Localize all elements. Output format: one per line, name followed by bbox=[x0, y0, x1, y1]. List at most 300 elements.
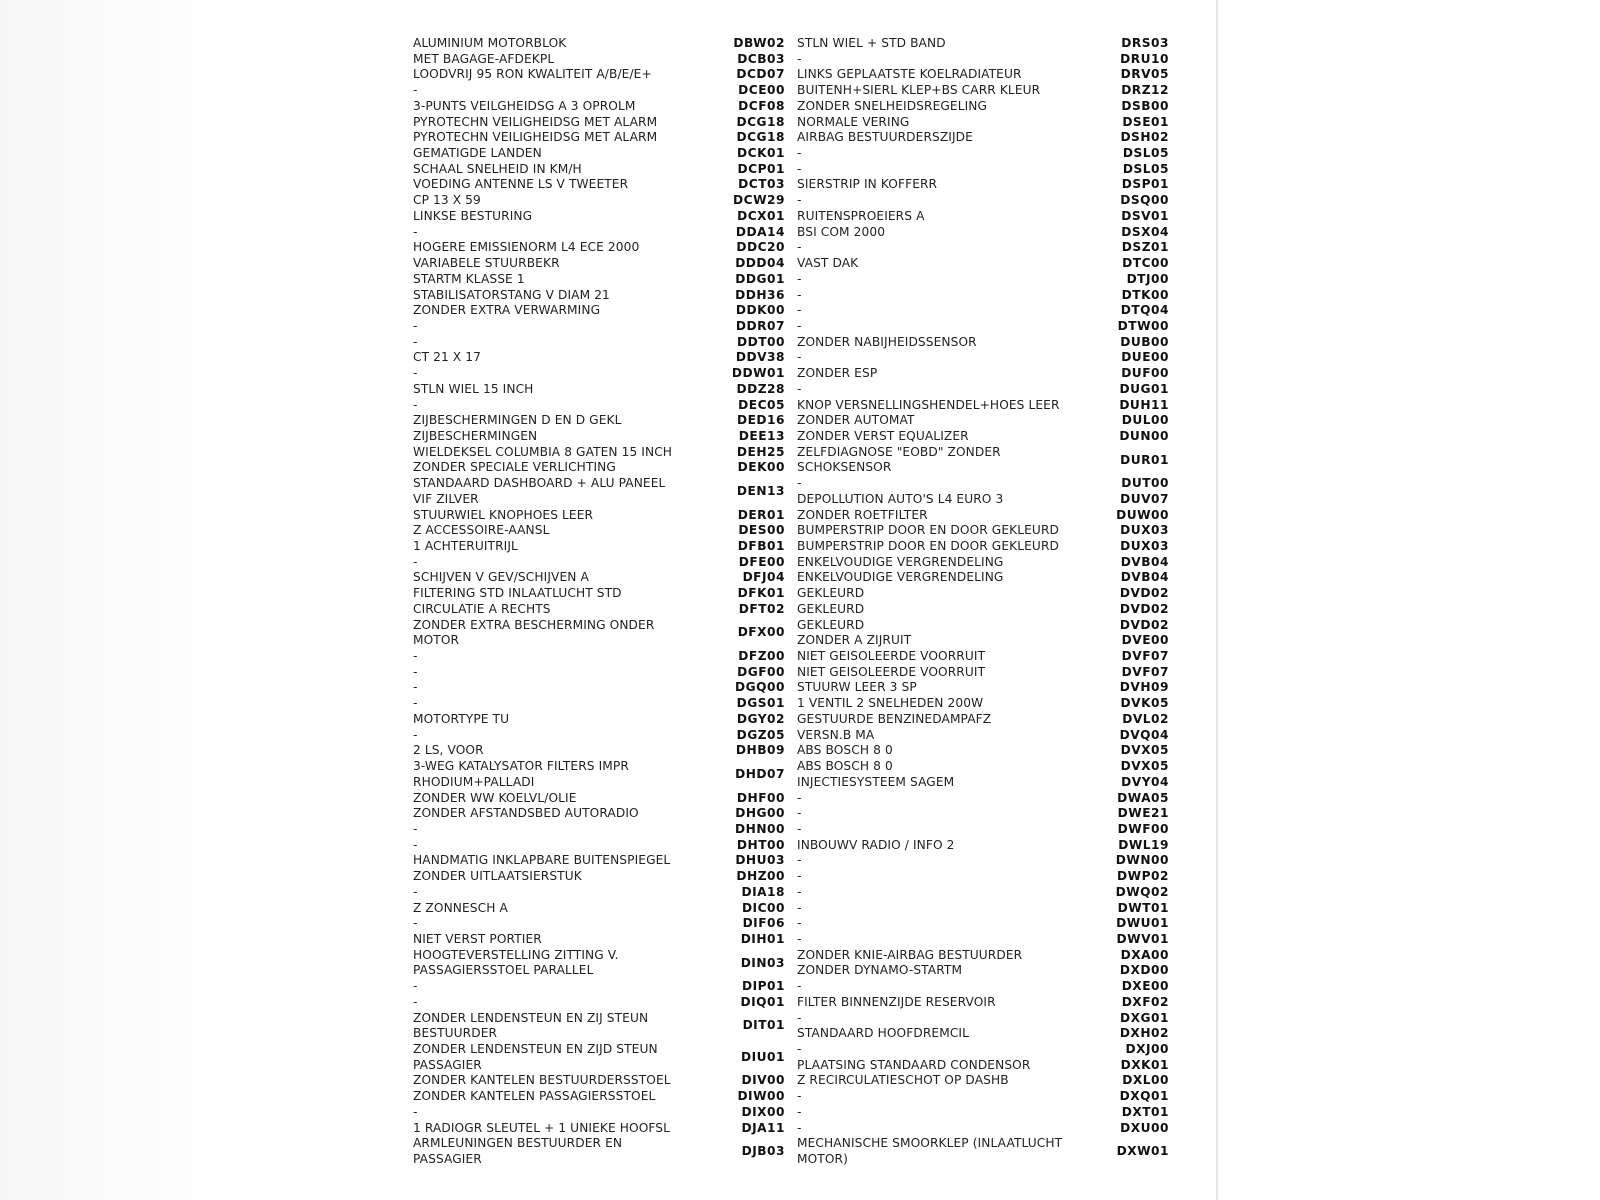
option-row bbox=[797, 303, 1169, 319]
option-row bbox=[413, 712, 785, 728]
option-row bbox=[797, 492, 1169, 508]
option-description: - bbox=[413, 916, 418, 931]
option-description bbox=[413, 948, 715, 979]
option-description: - bbox=[797, 51, 802, 66]
option-row bbox=[797, 1136, 1169, 1167]
option-description: ZONDER KANTELEN PASSAGIERSSTOEL bbox=[413, 1089, 656, 1104]
option-description: RUITENSPROEIERS A bbox=[797, 208, 925, 223]
option-code: DVE00 bbox=[1121, 633, 1169, 648]
option-code: DTK00 bbox=[1121, 287, 1169, 302]
option-code: DWL19 bbox=[1118, 837, 1169, 852]
option-code: DWU01 bbox=[1116, 916, 1169, 931]
option-description: STANDAARD HOOFDREMCIL bbox=[797, 1026, 970, 1041]
option-description-line: PASSAGIER bbox=[413, 1057, 482, 1072]
option-code: DSE01 bbox=[1122, 114, 1169, 129]
option-description-line: ZONDER LENDENSTEUN EN ZIJ STEUN bbox=[413, 1010, 649, 1025]
option-description: - bbox=[413, 83, 418, 98]
option-code: DTQ04 bbox=[1120, 303, 1169, 318]
option-description bbox=[413, 618, 715, 649]
option-description: - bbox=[797, 318, 802, 333]
option-code: DXL00 bbox=[1122, 1073, 1169, 1088]
option-description: LINKS GEPLAATSTE KOELRADIATEUR bbox=[797, 67, 1022, 82]
option-description: 3-PUNTS VEILGHEIDSG A 3 OPROLM bbox=[413, 98, 636, 113]
option-code: DDW01 bbox=[731, 366, 785, 381]
option-description: - bbox=[797, 790, 802, 805]
option-code: DXF02 bbox=[1121, 994, 1169, 1009]
option-description: BUITENH+SIERL KLEP+BS CARR KLEUR bbox=[797, 83, 1041, 98]
option-description: - bbox=[413, 649, 418, 664]
option-description: - bbox=[413, 994, 418, 1009]
option-row bbox=[413, 319, 785, 335]
option-description: Z ZONNESCH A bbox=[413, 900, 508, 915]
option-row bbox=[413, 853, 785, 869]
option-description: - bbox=[797, 979, 802, 994]
option-code: DVQ04 bbox=[1119, 727, 1169, 742]
option-description: ZONDER DYNAMO-STARTM bbox=[797, 963, 963, 978]
option-description: - bbox=[797, 1089, 802, 1104]
option-description: - bbox=[797, 193, 802, 208]
option-row bbox=[413, 995, 785, 1011]
option-code: DGF00 bbox=[737, 664, 785, 679]
option-description: - bbox=[797, 350, 802, 365]
option-description: GEKLEURD bbox=[797, 601, 865, 616]
option-code: DIC00 bbox=[741, 900, 785, 915]
option-description bbox=[797, 445, 1099, 476]
option-description: LOODVRIJ 95 RON KWALITEIT A/B/E/E+ bbox=[413, 67, 652, 82]
option-row bbox=[797, 445, 1169, 476]
option-description-line: MECHANISCHE SMOORKLEP (INLAATLUCHT bbox=[797, 1136, 1063, 1151]
option-row bbox=[797, 335, 1169, 351]
option-row bbox=[797, 240, 1169, 256]
option-code: DEC05 bbox=[738, 397, 785, 412]
option-description: - bbox=[797, 303, 802, 318]
option-description: ZONDER ROETFILTER bbox=[797, 507, 928, 522]
option-row bbox=[413, 382, 785, 398]
option-description: GESTUURDE BENZINEDAMPAFZ bbox=[797, 711, 992, 726]
option-description: - bbox=[413, 224, 418, 239]
option-code: DSL05 bbox=[1122, 161, 1169, 176]
option-code: DED16 bbox=[736, 413, 785, 428]
option-description: - bbox=[413, 696, 418, 711]
option-code: DXG01 bbox=[1120, 1010, 1169, 1025]
option-code: DDH36 bbox=[735, 287, 785, 302]
option-row bbox=[797, 319, 1169, 335]
option-row bbox=[413, 932, 785, 948]
option-row bbox=[413, 99, 785, 115]
option-row bbox=[797, 288, 1169, 304]
option-code: DIP01 bbox=[741, 979, 785, 994]
option-code: DIW00 bbox=[737, 1089, 785, 1104]
option-code: DWE21 bbox=[1117, 806, 1169, 821]
option-description: BSI COM 2000 bbox=[797, 224, 886, 239]
option-description: ZONDER SPECIALE VERLICHTING bbox=[413, 460, 616, 475]
option-description: NIET VERST PORTIER bbox=[413, 931, 542, 946]
option-description: ZONDER A ZIJRUIT bbox=[797, 633, 912, 648]
option-code: DRS03 bbox=[1121, 36, 1169, 50]
option-row bbox=[797, 1042, 1169, 1058]
option-row bbox=[797, 99, 1169, 115]
option-code: DSZ01 bbox=[1121, 240, 1169, 255]
option-description: ZONDER ESP bbox=[797, 366, 878, 381]
option-description: GEKLEURD bbox=[797, 586, 865, 601]
option-code: DUW00 bbox=[1116, 507, 1169, 522]
option-description: - bbox=[797, 821, 802, 836]
option-row bbox=[797, 555, 1169, 571]
option-code: DCK01 bbox=[737, 146, 785, 161]
option-row bbox=[413, 36, 785, 52]
option-row bbox=[413, 602, 785, 618]
option-description: INBOUWV RADIO / INFO 2 bbox=[797, 837, 955, 852]
option-code: DRZ12 bbox=[1121, 83, 1169, 98]
option-row bbox=[413, 256, 785, 272]
option-code: DEH25 bbox=[736, 444, 785, 459]
option-code: DDA14 bbox=[735, 224, 785, 239]
option-description bbox=[413, 476, 715, 507]
option-description-line: PASSAGIER bbox=[413, 1152, 482, 1167]
option-row bbox=[797, 586, 1169, 602]
option-code: DEN13 bbox=[736, 483, 785, 498]
option-description: VARIABELE STUURBEKR bbox=[413, 256, 560, 271]
option-description: - bbox=[413, 318, 418, 333]
option-description: ZONDER WW KOELVL/OLIE bbox=[413, 790, 577, 805]
option-description: HOGERE EMISSIENORM L4 ECE 2000 bbox=[413, 240, 640, 255]
option-row bbox=[413, 948, 785, 979]
option-code: DIT01 bbox=[742, 1018, 785, 1033]
option-code: DVX05 bbox=[1120, 743, 1169, 758]
option-description: - bbox=[413, 397, 418, 412]
option-code: DGY02 bbox=[736, 711, 785, 726]
option-row bbox=[797, 1105, 1169, 1121]
option-code: DFT02 bbox=[738, 601, 785, 616]
option-row bbox=[413, 806, 785, 822]
option-row bbox=[413, 1011, 785, 1042]
option-row bbox=[413, 1105, 785, 1121]
option-row bbox=[797, 67, 1169, 83]
option-code: DSP01 bbox=[1121, 177, 1169, 192]
option-row bbox=[413, 869, 785, 885]
option-description bbox=[413, 1136, 715, 1167]
option-description: - bbox=[413, 554, 418, 569]
option-row bbox=[413, 901, 785, 917]
option-description: CP 13 X 59 bbox=[413, 193, 481, 208]
option-row bbox=[413, 52, 785, 68]
option-code: DSB00 bbox=[1121, 98, 1169, 113]
option-code: DVL02 bbox=[1122, 711, 1169, 726]
option-description-line: VIF ZILVER bbox=[413, 491, 479, 506]
option-row bbox=[797, 209, 1169, 225]
option-code: DHU03 bbox=[735, 853, 785, 868]
option-row bbox=[797, 1058, 1169, 1074]
option-code: DDV38 bbox=[735, 350, 785, 365]
option-code: DXA00 bbox=[1120, 947, 1169, 962]
option-row bbox=[797, 806, 1169, 822]
option-row bbox=[413, 445, 785, 461]
option-description: MOTORTYPE TU bbox=[413, 711, 510, 726]
option-row bbox=[413, 586, 785, 602]
option-code: DHB09 bbox=[735, 743, 785, 758]
option-code: DTC00 bbox=[1122, 256, 1169, 271]
option-row bbox=[413, 555, 785, 571]
option-row bbox=[797, 680, 1169, 696]
option-row bbox=[797, 177, 1169, 193]
option-code: DXU00 bbox=[1120, 1120, 1169, 1135]
option-description: - bbox=[413, 664, 418, 679]
option-code: DDK00 bbox=[735, 303, 785, 318]
option-row bbox=[797, 712, 1169, 728]
option-row bbox=[413, 209, 785, 225]
option-row bbox=[797, 162, 1169, 178]
option-description bbox=[413, 1042, 715, 1073]
option-description: - bbox=[797, 271, 802, 286]
option-description: VOEDING ANTENNE LS V TWEETER bbox=[413, 177, 629, 192]
option-row bbox=[413, 570, 785, 586]
option-description-line: ARMLEUNINGEN BESTUURDER EN bbox=[413, 1136, 623, 1151]
option-description: 2 LS, VOOR bbox=[413, 743, 484, 758]
option-code: DWN00 bbox=[1115, 853, 1169, 868]
option-description: NIET GEISOLEERDE VOORRUIT bbox=[797, 649, 986, 664]
option-code: DSX04 bbox=[1121, 224, 1169, 239]
option-code: DVB04 bbox=[1120, 570, 1169, 585]
option-code: DCG18 bbox=[736, 130, 785, 145]
option-code: DCT03 bbox=[738, 177, 785, 192]
option-row bbox=[413, 618, 785, 649]
option-row bbox=[797, 916, 1169, 932]
option-row bbox=[797, 256, 1169, 272]
option-description: VAST DAK bbox=[797, 256, 859, 271]
option-description: ZONDER EXTRA VERWARMING bbox=[413, 303, 601, 318]
option-code: DDT00 bbox=[736, 334, 785, 349]
option-row bbox=[413, 146, 785, 162]
option-code: DDR07 bbox=[735, 318, 785, 333]
option-description: PLAATSING STANDAARD CONDENSOR bbox=[797, 1057, 1031, 1072]
option-description: - bbox=[797, 1104, 802, 1119]
option-code: DSL05 bbox=[1122, 146, 1169, 161]
option-description: - bbox=[413, 366, 418, 381]
option-description-line: RHODIUM+PALLADI bbox=[413, 774, 535, 789]
option-row bbox=[797, 696, 1169, 712]
option-description: - bbox=[413, 334, 418, 349]
option-row bbox=[413, 115, 785, 131]
option-row bbox=[797, 130, 1169, 146]
option-description: NORMALE VERING bbox=[797, 114, 910, 129]
option-description-line: ZONDER EXTRA BESCHERMING ONDER bbox=[413, 617, 655, 632]
option-description: ABS BOSCH 8 0 bbox=[797, 759, 893, 774]
option-code: DIN03 bbox=[740, 955, 785, 970]
option-description: - bbox=[413, 727, 418, 742]
option-description: 1 RADIOGR SLEUTEL + 1 UNIEKE HOOFSL bbox=[413, 1120, 671, 1135]
option-code: DES00 bbox=[738, 523, 785, 538]
option-code: DUE00 bbox=[1121, 350, 1169, 365]
option-code: DIA18 bbox=[741, 884, 785, 899]
option-description: - bbox=[413, 979, 418, 994]
option-description: - bbox=[797, 806, 802, 821]
option-code: DEK00 bbox=[737, 460, 785, 475]
option-description: - bbox=[797, 869, 802, 884]
option-description: PYROTECHN VEILIGHEIDSG MET ALARM bbox=[413, 114, 658, 129]
option-description: - bbox=[797, 476, 802, 491]
option-description: 1 ACHTERUITRIJL bbox=[413, 539, 518, 553]
option-row bbox=[797, 791, 1169, 807]
option-row bbox=[797, 115, 1169, 131]
option-description: ZONDER VERST EQUALIZER bbox=[797, 428, 969, 443]
option-row bbox=[797, 570, 1169, 586]
option-description: BUMPERSTRIP DOOR EN DOOR GEKLEURD bbox=[797, 539, 1059, 553]
option-description: Z RECIRCULATIESCHOT OP DASHB bbox=[797, 1073, 1009, 1088]
option-description: ENKELVOUDIGE VERGRENDELING bbox=[797, 570, 1004, 585]
option-row bbox=[413, 366, 785, 382]
option-row bbox=[413, 508, 785, 524]
option-row bbox=[413, 225, 785, 241]
option-code: DWV01 bbox=[1116, 931, 1169, 946]
option-code: DXH02 bbox=[1119, 1026, 1169, 1041]
option-description-line: HOOGTEVERSTELLING ZITTING V. bbox=[413, 947, 619, 962]
option-description: - bbox=[413, 884, 418, 899]
option-description-line: PASSAGIERSSTOEL PARALLEL bbox=[413, 963, 594, 978]
option-code: DUV07 bbox=[1120, 491, 1169, 506]
option-description-line: STANDAARD DASHBOARD + ALU PANEEL bbox=[413, 476, 666, 491]
option-row bbox=[413, 838, 785, 854]
option-row bbox=[797, 539, 1169, 555]
option-description: - bbox=[797, 916, 802, 931]
option-code: DIH01 bbox=[740, 931, 785, 946]
option-description: ZONDER KANTELEN BESTUURDERSSTOEL bbox=[413, 1073, 671, 1088]
option-row bbox=[413, 649, 785, 665]
option-row bbox=[413, 1136, 785, 1167]
option-row bbox=[797, 838, 1169, 854]
option-code: DCW29 bbox=[733, 193, 785, 208]
option-code: DBW02 bbox=[733, 36, 785, 50]
option-description: GEKLEURD bbox=[797, 617, 865, 632]
option-code: DCG18 bbox=[736, 114, 785, 129]
option-row bbox=[413, 665, 785, 681]
option-description: SIERSTRIP IN KOFFERR bbox=[797, 177, 938, 192]
option-row bbox=[413, 743, 785, 759]
option-code: DVF07 bbox=[1121, 664, 1169, 679]
option-description: - bbox=[797, 1042, 802, 1056]
option-row bbox=[413, 288, 785, 304]
option-row bbox=[413, 728, 785, 744]
right-options-column bbox=[797, 36, 1169, 1168]
option-row bbox=[797, 350, 1169, 366]
option-row bbox=[413, 413, 785, 429]
option-code: DCB03 bbox=[737, 51, 785, 66]
option-description: ZONDER UITLAATSIERSTUK bbox=[413, 869, 582, 884]
option-description-line: MOTOR) bbox=[797, 1152, 848, 1167]
option-description: STARTM KLASSE 1 bbox=[413, 271, 525, 286]
option-description: - bbox=[797, 931, 802, 946]
option-code: DUF00 bbox=[1121, 366, 1169, 381]
option-row bbox=[413, 460, 785, 476]
option-row bbox=[413, 162, 785, 178]
option-row bbox=[797, 932, 1169, 948]
option-row bbox=[413, 303, 785, 319]
option-row bbox=[413, 350, 785, 366]
option-description: CT 21 X 17 bbox=[413, 350, 481, 365]
option-description: STLN WIEL + STD BAND bbox=[797, 36, 946, 50]
option-code: DVF07 bbox=[1121, 649, 1169, 664]
option-code: DFJ04 bbox=[742, 570, 785, 585]
option-description: PYROTECHN VEILIGHEIDSG MET ALARM bbox=[413, 130, 658, 145]
option-row bbox=[413, 335, 785, 351]
option-description: DEPOLLUTION AUTO'S L4 EURO 3 bbox=[797, 491, 1004, 506]
option-row bbox=[797, 885, 1169, 901]
option-code: DVD02 bbox=[1119, 617, 1169, 632]
option-description: ZONDER NABIJHEIDSSENSOR bbox=[797, 334, 977, 349]
option-code: DHT00 bbox=[736, 837, 785, 852]
option-code: DXD00 bbox=[1119, 963, 1169, 978]
option-code: DHN00 bbox=[735, 821, 785, 836]
option-description: STABILISATORSTANG V DIAM 21 bbox=[413, 287, 610, 302]
option-row bbox=[797, 1121, 1169, 1137]
option-code: DUX03 bbox=[1120, 523, 1169, 538]
option-row bbox=[797, 665, 1169, 681]
option-code: DRU10 bbox=[1120, 51, 1169, 66]
option-description: ENKELVOUDIGE VERGRENDELING bbox=[797, 554, 1004, 569]
option-description: Z ACCESSOIRE-AANSL bbox=[413, 523, 550, 538]
option-row bbox=[797, 272, 1169, 288]
option-row bbox=[797, 759, 1169, 775]
option-row bbox=[413, 822, 785, 838]
option-code: DXJ00 bbox=[1125, 1042, 1169, 1056]
option-row bbox=[797, 146, 1169, 162]
option-description: FILTER BINNENZIJDE RESERVOIR bbox=[797, 994, 996, 1009]
option-code: DUB00 bbox=[1120, 334, 1169, 349]
option-row bbox=[797, 52, 1169, 68]
option-code: DWP02 bbox=[1117, 869, 1169, 884]
option-row bbox=[797, 1011, 1169, 1027]
option-code: DVX05 bbox=[1120, 759, 1169, 774]
option-code: DFX00 bbox=[737, 625, 785, 640]
option-row bbox=[797, 523, 1169, 539]
option-row bbox=[797, 508, 1169, 524]
option-row bbox=[797, 633, 1169, 649]
left-options-column bbox=[413, 36, 785, 1168]
option-row bbox=[413, 67, 785, 83]
option-code: DFZ00 bbox=[738, 649, 785, 664]
option-code: DUX03 bbox=[1120, 539, 1169, 553]
option-code: DTJ00 bbox=[1126, 271, 1169, 286]
option-row bbox=[797, 618, 1169, 634]
option-description: - bbox=[797, 884, 802, 899]
option-description: GEMATIGDE LANDEN bbox=[413, 146, 542, 161]
option-code: DER01 bbox=[737, 507, 785, 522]
option-code: DUR01 bbox=[1120, 452, 1169, 467]
option-code: DXW01 bbox=[1116, 1144, 1169, 1159]
option-code: DDC20 bbox=[736, 240, 785, 255]
option-description: STUURWIEL KNOPHOES LEER bbox=[413, 507, 594, 522]
option-description: HANDMATIG INKLAPBARE BUITENSPIEGEL bbox=[413, 853, 671, 868]
option-row bbox=[797, 743, 1169, 759]
option-description: STLN WIEL 15 INCH bbox=[413, 381, 534, 396]
option-code: DVB04 bbox=[1120, 554, 1169, 569]
option-row bbox=[413, 885, 785, 901]
option-row bbox=[797, 193, 1169, 209]
option-code: DXK01 bbox=[1120, 1057, 1169, 1072]
option-code: DDZ28 bbox=[736, 381, 785, 396]
option-description: VERSN.B MA bbox=[797, 727, 875, 742]
option-code: DHG00 bbox=[735, 806, 785, 821]
option-code: DFE00 bbox=[738, 554, 785, 569]
option-code: DCP01 bbox=[737, 161, 785, 176]
option-code: DSV01 bbox=[1121, 208, 1169, 223]
option-description: ALUMINIUM MOTORBLOK bbox=[413, 36, 567, 50]
option-description: - bbox=[797, 146, 802, 161]
option-code: DRV05 bbox=[1120, 67, 1169, 82]
page-margin bbox=[0, 0, 390, 1200]
option-code: DSH02 bbox=[1120, 130, 1169, 145]
option-row bbox=[797, 869, 1169, 885]
option-description bbox=[413, 759, 715, 790]
